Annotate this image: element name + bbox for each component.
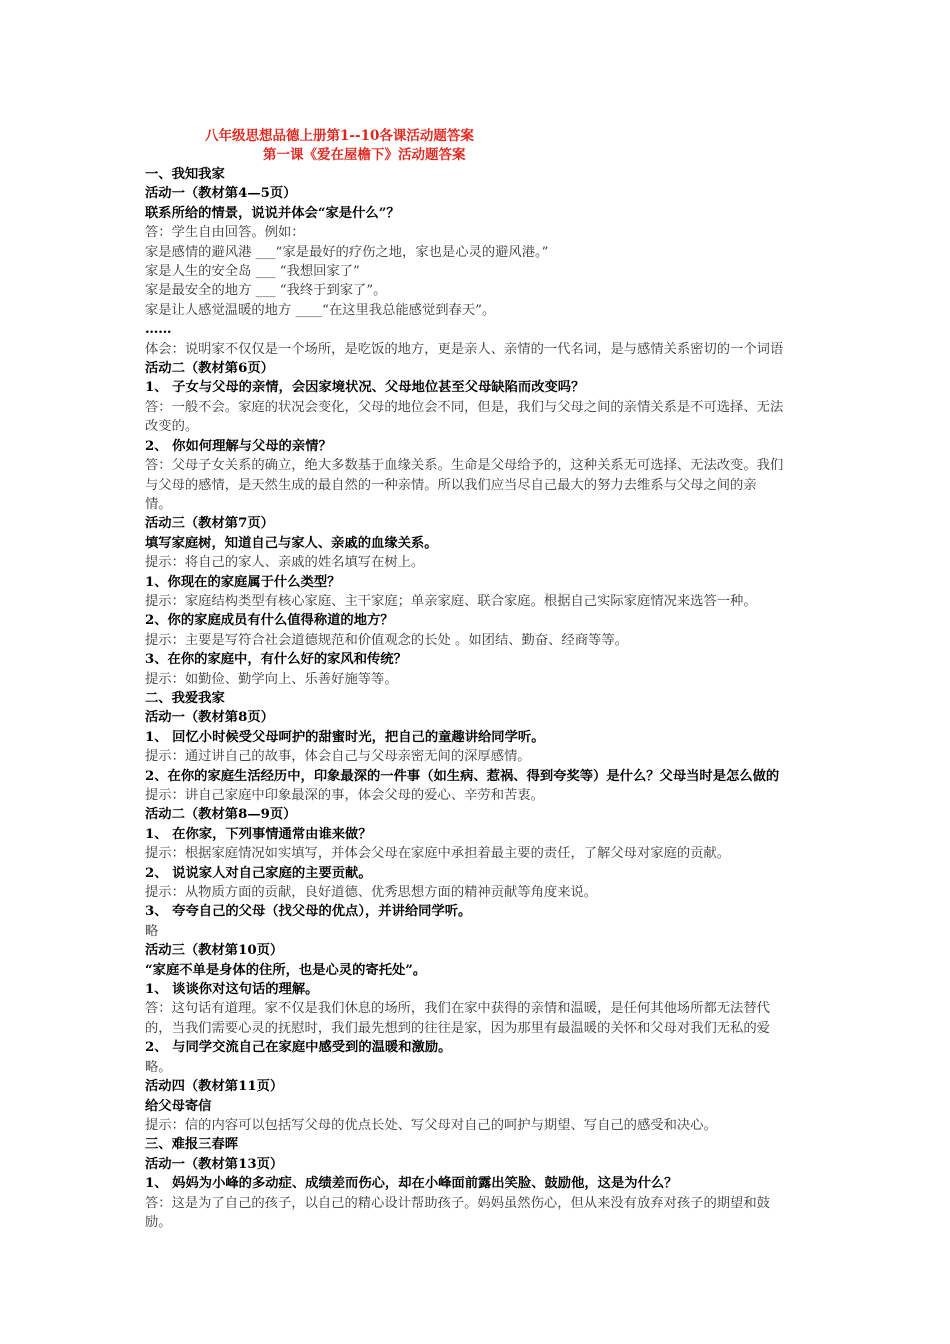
text-line: 答：父母子女关系的确立，绝大多数基于血缘关系。生命是父母给予的，这种关系无可选择、无法改变。我们 [145,458,784,474]
text-line: 提示：家庭结构类型有核心家庭、主干家庭；单亲家庭、联合家庭。根据自己实际家庭情况来选答一种。 [145,593,757,609]
heading-line: 三、难报三春晖 [145,1137,239,1153]
text-line: 的，当我们需要心灵的抚慰时，我们最先想到的往往是家，因为那里有最温暖的关怀和父母对我们无私的爱 [145,1020,770,1036]
text-line: 与父母的感情，是天然生成的最自然的一种亲情。所以我们应当尽自己最大的努力去维系与父母之间的亲 [145,477,757,493]
heading-line: 活动二（教材第6页） [145,361,274,377]
heading-line: 3、 夸夸自己的父母（找父母的优点），并讲给同学听。 [145,904,472,920]
text-line: 略 [145,923,159,939]
heading-line: 2、 说说家人对自己家庭的主要贡献。 [145,865,372,881]
heading-line: 2、你的家庭成员有什么值得称道的地方？ [145,613,394,629]
heading-line: 2、在你的家庭生活经历中，印象最深的一件事（如生病、惹祸、得到夸奖等）是什么？父母当时是怎么做的 [145,768,780,784]
heading-line: 活动一（教材第8页） [145,710,274,726]
heading-line: 1、 子女与父母的亲情，会因家境状况、父母地位甚至父母缺陷而改变吗？ [145,380,585,396]
heading-line: 3、在你的家庭中，有什么好的家风和传统？ [145,652,407,668]
heading-line: 活动四（教材第11页） [145,1079,284,1095]
heading-line: 1、 回忆小时候受父母呵护的甜蜜时光，把自己的童趣讲给同学听。 [145,729,545,745]
text-line: 提示：信的内容可以包括写父母的优点长处、写父母对自己的呵护与期望、写自己的感受和决心。 [145,1117,717,1133]
document-content [145,127,815,1232]
text-line: 提示：如勤俭、勤学向上、乐善好施等等。 [145,671,398,687]
text-line: 提示：通过讲自己的故事，体会自己与父母亲密无间的深厚感情。 [145,749,531,765]
heading-line: 活动三（教材第10页） [145,943,284,959]
text-line: 提示：主要是写符合社会道德规范和价值观念的长处 。如团结、勤奋、经商等等。 [145,632,628,648]
text-line: 励。 [145,1214,172,1230]
document-subtitle: 第一课《爱在屋檐下》活动题答案 [263,147,466,163]
heading-line: 活动三（教材第7页） [145,516,274,532]
heading-line: 活动一（教材第4—5页） [145,186,297,202]
text-line: 略。 [145,1059,172,1075]
heading-line: 1、你现在的家庭属于什么类型？ [145,574,341,590]
heading-line: 联系所给的情景，说说并体会“家是什么”？ [145,205,400,221]
text-line: 答：这是为了自己的孩子，以自己的精心设计帮助孩子。妈妈虽然伤心，但从来没有放弃对孩子的期望和鼓 [145,1195,770,1211]
text-line: 答：这句话有道理。家不仅是我们休息的场所，我们在家中获得的亲情和温暖，是任何其他场所都无法替代 [145,1001,770,1017]
heading-line: 二、我爱我家 [145,690,225,706]
text-line: 体会：说明家不仅仅是一个场所，是吃饭的地方，更是亲人、亲情的一代名词，是与感情关系密切的一个词语 [145,341,784,357]
text-line: 家是让人感觉温暖的地方 ____“在这里我总能感觉到春天”。 [145,302,496,318]
text-line: 答：学生自由回答。例如： [145,225,305,241]
text-line: 情。 [145,496,172,512]
heading-line: 1、 谈谈你对这句话的理解。 [145,982,319,998]
text-line: 提示：从物质方面的贡献，良好道德、优秀思想方面的精神贡献等角度来说。 [145,885,598,901]
text-line: 提示：讲自己家庭中印象最深的事，体会父母的爱心、辛劳和苦衷。 [145,788,544,803]
document-body [145,165,815,1232]
text-line: 家是人生的安全岛 ___ “我想回家了” [145,264,360,280]
heading-line: 一、我知我家 [145,167,225,182]
heading-line: 填写家庭树，知道自己与家人、亲戚的血缘关系。 [145,535,438,551]
text-line: 提示：将自己的家人、亲戚的姓名填写在树上。 [145,555,425,571]
heading-line: 1、 在你家，下列事情通常由谁来做？ [145,826,372,842]
heading-line: 活动二（教材第8—9页） [145,807,297,823]
heading-line: 2、 与同学交流自己在家庭中感受到的温暖和激励。 [145,1040,452,1056]
text-line: 改变的。 [145,419,199,435]
text-line: 答：一般不会。家庭的状况会变化，父母的地位会不同，但是，我们与父母之间的亲情关系是不可选择、无法 [145,399,784,415]
heading-line: 给父母寄信 [145,1098,212,1114]
text-line: 提示：根据家庭情况如实填写，并体会父母在家庭中承担着最主要的责任，了解父母对家庭的贡献。 [145,846,731,862]
text-line: 家是感情的避风港 ___“家是最好的疗伤之地，家也是心灵的避风港。” [145,244,549,260]
heading-line: “家庭不单是身体的住所，也是心灵的寄托处”。 [145,962,427,978]
heading-line: 活动一（教材第13页） [145,1156,284,1172]
heading-line: 1、 妈妈为小峰的多动症、成绩差而伤心，却在小峰面前露出笑脸、鼓励他，这是为什么？ [145,1176,678,1192]
heading-line: 2、 你如何理解与父母的亲情？ [145,438,332,454]
text-line: 家是最安全的地方 ___ “我终于到家了”。 [145,283,387,299]
document-title: 八年级思想品德上册第1--10各课活动题答案 [205,128,474,144]
heading-line: …… [145,322,172,338]
